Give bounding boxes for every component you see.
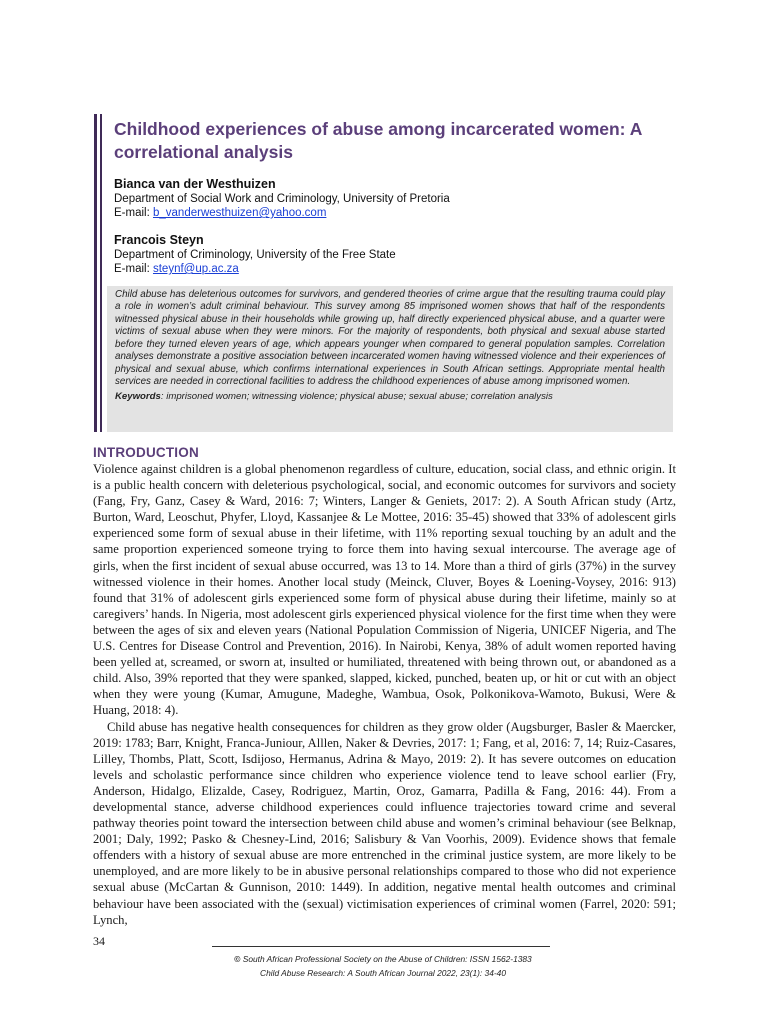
email-label: E-mail: <box>114 263 153 275</box>
email-label: E-mail: <box>114 207 153 219</box>
footer-line-2: Child Abuse Research: A South African Journal 2022, 23(1): 34-40 <box>260 968 506 978</box>
paragraph: Violence against children is a global phenomenon regardless of culture, education, social class, and ethnic origin. It is a public health concern with deleterious psychological, social, and economic outcomes for survivors and society (Fang, Fry, Ganz, Casey & Ward, 2016: 7; Winters, Langer & Geniets, 2017: 2). A South African study (Artz, Burton, Ward, Leoschut, Phyfer, Lloyd, Kassanjee & Le Mottee, 2016: 35-45) showed that 33% of adolescent girls experienced some form of sexual abuse in their lifetime, with 11% reporting sexual touching by an adult and the same proportion experienced someone trying to force them into having sexual intercourse. The average age of girls, when the first incident of sexual abuse occurred, was 13 to 14. More than a third of girls (37%) in the survey witnessed violence in their homes. Another local study (Meinck, Cluver, Boyes & Loening-Voysey, 2016: 913) found that 31% of adolescent girls experienced some form of physical abuse during their lifetime, mainly so at caregivers’ hands. In Nigeria, most adolescent girls experienced physical violence for the first time when they were between the ages of six and eleven years (National Population Commission of Nigeria, UNICEF Nigeria, and The U.S. Centres for Disease Control and Prevention, 2016). In Nairobi, Kenya, 38% of adult women reported having been yelled at, screamed, or sworn at, insulted or humiliated, threatened with being thrown out, or abandoned as a child. Also, 39% reported that they were spanked, slapped, kicked, punched, beaten up, or hit or cut with an object when they were young (Kumar, Amugune, Madeghe, Wambua, Osok, Polkonikova-Wamoto, Bukusi, Were & Huang, 2018: 4). <box>93 462 676 718</box>
author-block <box>114 177 674 220</box>
author-email-line <box>114 262 674 276</box>
author-block <box>114 233 674 276</box>
author-name: Bianca van der Westhuizen <box>114 177 276 191</box>
paper-title: Childhood experiences of abuse among incarcerated women: A correlational analysis <box>114 119 642 162</box>
section-heading: INTRODUCTION <box>93 445 199 460</box>
author-email-link[interactable]: steynf@up.ac.za <box>152 263 239 275</box>
abstract-text: Child abuse has deleterious outcomes for survivors, and gendered theories of crime argue that the resulting trauma could play a role in women’s adult criminal behaviour. This survey among 85 imprisoned women shows that half of the respondents witnessed physical abuse in their households while growing up, half directly experienced physical abuse, and a quarter were victims of sexual abuse when they were minors. For the majority of respondents, both physical and sexual abuse started before they turned eleven years of age, which appears younger when compared to general population samples. Correlation analyses demonstrate a positive association between incarcerated women having witnessed violence and their experiences of physical and sexual abuse, which confirms international experiences in South African settings. Appropriate mental health services are needed in correctional facilities to address the childhood experiences of abuse among imprisoned women. <box>115 289 665 388</box>
footer-rule <box>212 946 550 947</box>
footer-line-1 <box>150 952 616 966</box>
footer-society: South African Professional Society on the Abuse of Children: ISSN 1562-1383 <box>240 954 532 964</box>
paragraph: Child abuse has negative health consequences for children as they grow older (Augsburger, Basler & Maercker, 2019: 1783; Barr, Knight, Franca-Juniour, Alllen, Naker & Devries, 2017: 1; Fang, et al, 2016: 7, 14; Ruiz-Casares, Lilley, Thombs, Platt, Scott, Isdijoso, Hermanus, Adrina & Mayo, 2019: 2). It has severe outcomes on education levels and scholastic performance since children who experience violence tend to leave school earlier (Fry, Anderson, Hidalgo, Elizalde, Casey, Rodriguez, Martin, Oroz, Gamarra, Padilla & Fang, 2016: 44). From a developmental stance, adverse childhood experiences could influence trajectories toward crime and several pathway theories point toward the intersection between child abuse and women’s criminal behaviour (see Belknap, 2001; Daly, 1992; Pasko & Chesney-Lind, 2016; Salisbury & Van Voorhis, 2009). Evidence shows that female offenders with a history of sexual abuse are more entrenched in the criminal justice system, are more likely to be unemployed, and are more likely to be in abusive personal relationships compared to those who did not experience sexual abuse (McCartan & Gunnison, 2010: 1449). In addition, negative mental health outcomes and criminal behaviour have been associated with the (sexual) victimisation experiences of criminal women (Farrel, 2020: 591; Lynch, <box>93 719 676 927</box>
author-email-line <box>114 206 674 220</box>
keywords-label: Keywords <box>115 390 161 402</box>
author-email-link[interactable]: b_vanderwesthuizen@yahoo.com <box>152 207 327 219</box>
body-text <box>93 461 676 928</box>
copyright-symbol: © <box>234 954 241 964</box>
author-name: Francois Steyn <box>114 233 204 247</box>
page-number: 34 <box>93 934 105 948</box>
keywords-text: : imprisoned women; witnessing violence; physical abuse; sexual abuse; correlation analysis <box>160 390 553 402</box>
author-affiliation: Department of Criminology, University of the Free State <box>114 249 396 261</box>
keywords-line <box>115 391 665 403</box>
abstract-box <box>107 286 673 432</box>
footer <box>150 952 616 980</box>
author-affiliation: Department of Social Work and Criminology, University of Pretoria <box>114 193 450 205</box>
